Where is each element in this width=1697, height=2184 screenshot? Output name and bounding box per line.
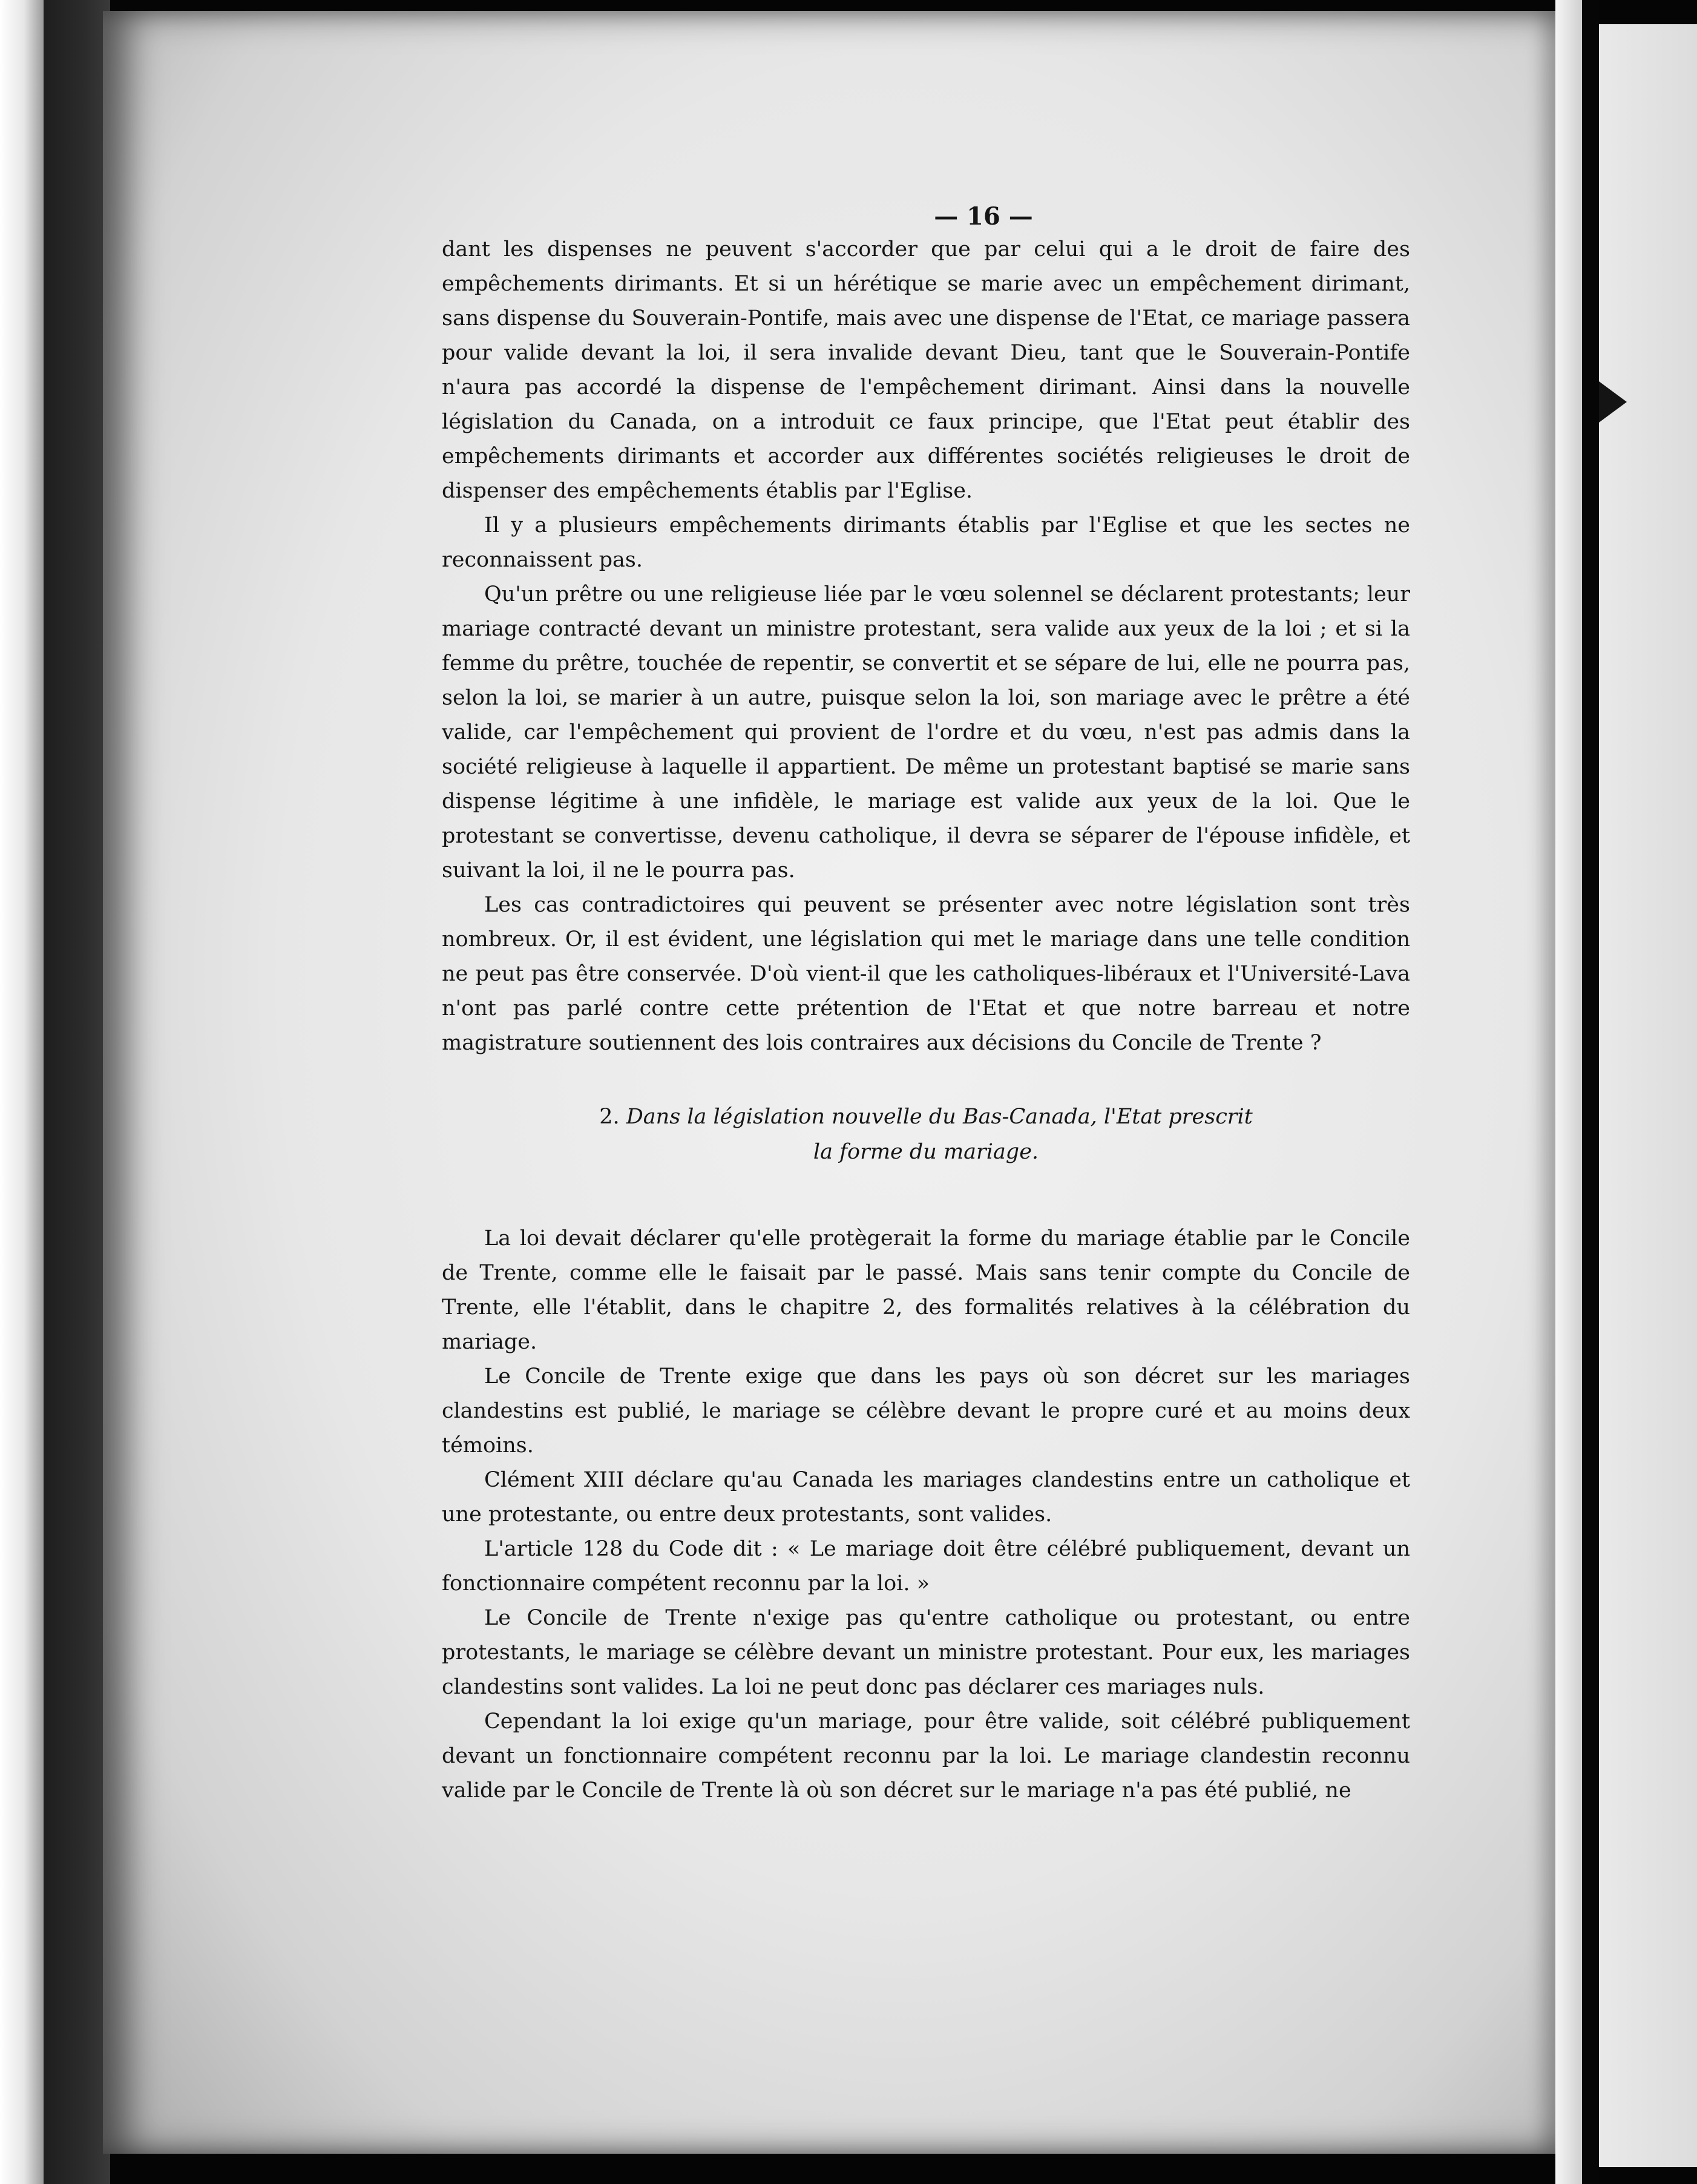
paragraph: Le Concile de Trente n'exige pas qu'entre catholique ou protestant, ou entre protestants, le mariage se célèbre devant un ministre protestant. Pour eux, les mariages clandestins sont valides. La loi ne peut donc pas déclarer ces mariages nuls.: [442, 1606, 1410, 1699]
paragraph: Cependant la loi exige qu'un mariage, pour être valide, soit célébré publiquement devant un fonctionnaire compétent reconnu par la loi. Le mariage clandestin reconnu valide par le Concile de Trente là où son décret sur le mariage n'a pas été publié, ne: [442, 1709, 1410, 1803]
left-margin-strip: [0, 0, 44, 2184]
adjacent-page-sliver: [1599, 24, 1697, 2167]
paragraph: L'article 128 du Code dit : « Le mariage doit être célébré publiquement, devant un fonctionnaire compétent reconnu par la loi. »: [442, 1537, 1410, 1596]
page-edge: [1555, 0, 1582, 2184]
section-heading-line-1: Dans la législation nouvelle du Bas-Canada, l'Etat prescrit: [626, 1105, 1253, 1129]
binding-shadow: [44, 0, 110, 2184]
section-heading: [442, 1099, 1410, 1169]
paragraph: La loi devait déclarer qu'elle protègerait la forme du mariage établie par le Concile de Trente, comme elle le faisait par le passé. Mais sans tenir compte du Concile de Trente, elle l'établit, dans le chapitre 2, des formalités relatives à la célébration du mariage.: [442, 1226, 1410, 1354]
page-tab-arrow-icon: [1599, 381, 1627, 423]
page-gutter: [1582, 0, 1599, 2184]
paragraph: Le Concile de Trente exige que dans les pays où son décret sur les mariages clandestins est publié, le mariage se célèbre devant le propre curé et au moins deux témoins.: [442, 1364, 1410, 1458]
section-heading-line-2: la forme du mariage.: [813, 1140, 1039, 1164]
section-number: 2.: [599, 1105, 620, 1129]
paragraph: Les cas contradictoires qui peuvent se présenter avec notre législation sont très nombreux. Or, il est évident, une législation qui met le mariage dans une telle condition ne peut pas être conservée. D'où vient-il que les catholiques-libéraux et l'Université-Lava n'ont pas parlé contre cette prétention de l'Etat et que notre barreau et notre magistrature soutiennent des lois contraires aux décisions du Concile de Trente ?: [442, 893, 1410, 1055]
paragraph: Il y a plusieurs empêchements dirimants établis par l'Eglise et que les sectes ne reconnaissent pas.: [442, 513, 1410, 572]
paragraph: Qu'un prêtre ou une religieuse liée par le vœu solennel se déclarent protestants; leur mariage contracté devant un ministre protestant, sera valide aux yeux de la loi ; et si la femme du prêtre, touchée de repentir, se convertit et se sépare de lui, elle ne pourra pas, selon la loi, se marier à un autre, puisque selon la loi, son mariage avec le prêtre a été valide, car l'empêchement qui provient de l'ordre et du vœu, n'est pas admis dans la société religieuse à laquelle il appartient. De même un protestant baptisé se marie sans dispense légitime à une infidèle, le mariage est valide aux yeux de la loi. Que le protestant se convertisse, devenu catholique, il devra se séparer de l'épouse infidèle, et suivant la loi, il ne le pourra pas.: [442, 582, 1410, 883]
page-number: — 16 —: [934, 202, 1033, 231]
paragraph: dant les dispenses ne peuvent s'accorder que par celui qui a le droit de faire des empêchements dirimants. Et si un hérétique se marie avec un empêchement dirimant, sans dispense du Souverain-Pontife, mais avec une dispense de l'Etat, ce mariage passera pour valide devant la loi, il sera invalide devant Dieu, tant que le Souverain-Pontife n'aura pas accordé la dispense de l'empêchement dirimant. Ainsi dans la nouvelle législation du Canada, on a introduit ce faux principe, que l'Etat peut établir des empêchements dirimants et accorder aux différentes sociétés religieuses le droit de dispenser des empêchements établis par l'Eglise.: [442, 237, 1410, 503]
page-text: [442, 200, 1410, 1808]
paragraph: Clément XIII déclare qu'au Canada les mariages clandestins entre un catholique et une protestante, ou entre deux protestants, sont valides.: [442, 1468, 1410, 1527]
